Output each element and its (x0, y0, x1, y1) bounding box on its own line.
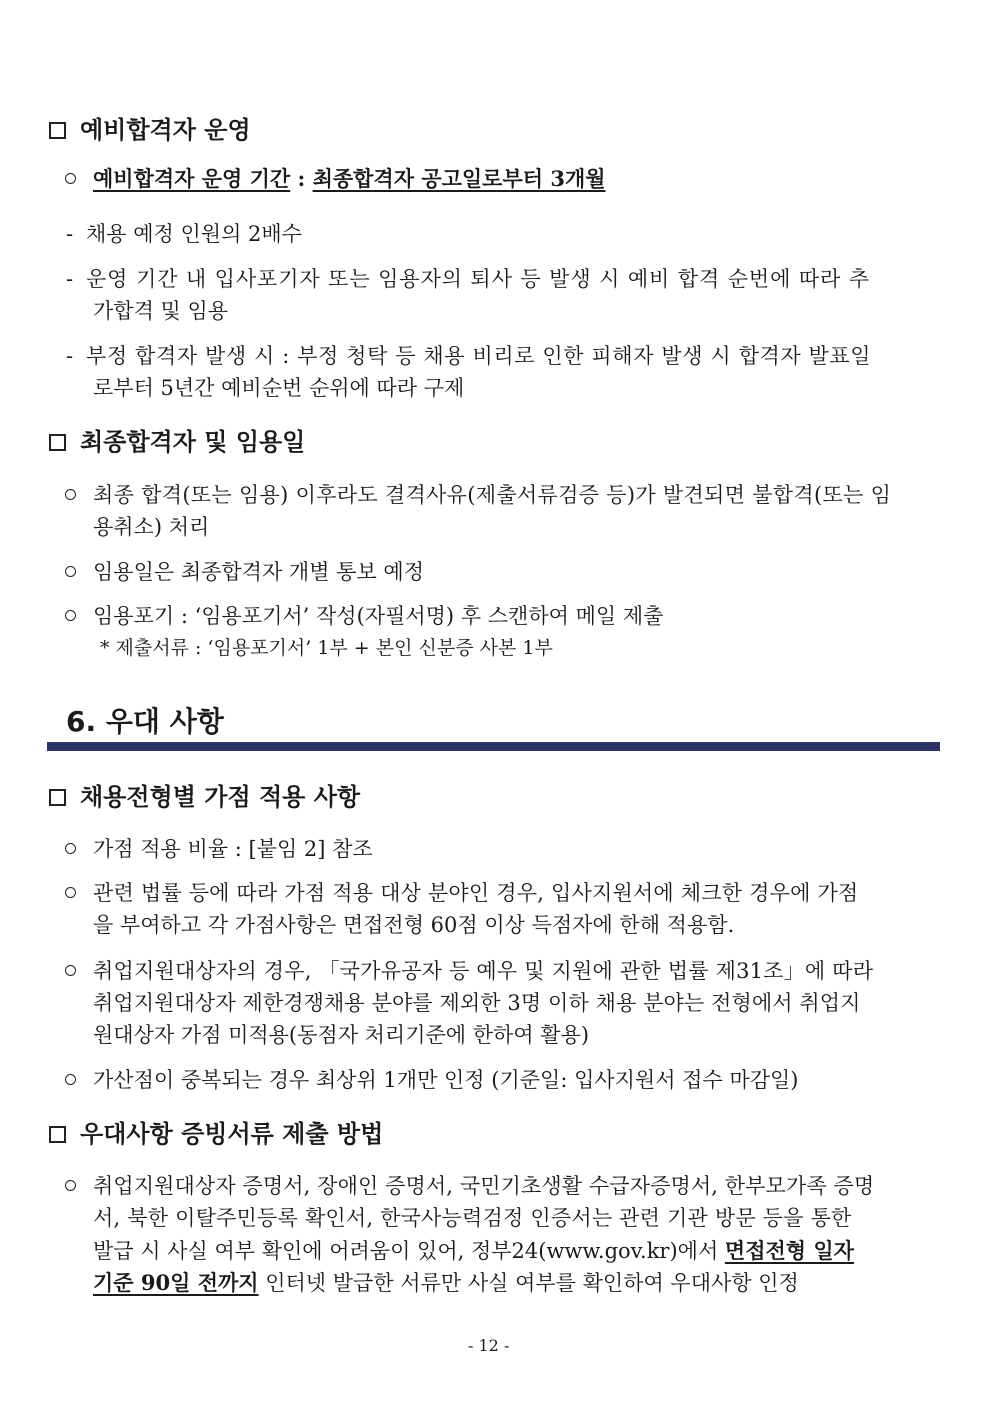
checkbox-square-icon (49, 122, 66, 139)
bullet-circle-icon (65, 566, 76, 577)
final-item-3-note: * 제출서류 : ‘임용포기서’ 1부 + 본인 신분증 사본 1부 (100, 637, 553, 659)
docs-item-1-cont-2: 발급 시 사실 여부 확인에 어려움이 있어, 정부24(www.gov.kr)에서 면접전형 일자 (93, 1238, 854, 1263)
checkbox-square-icon (49, 1126, 66, 1143)
bullet-circle-icon (65, 173, 76, 184)
final-item-3: 임용포기 : ‘임용포기서’ 작성(자필서명) 후 스캔하여 메일 제출 (65, 600, 663, 630)
docs-emphasis-2: 기준 90일 전까지 (93, 1270, 259, 1295)
final-item-1: 최종 합격(또는 임용) 이후라도 결격사유(제출서류검증 등)가 발견되면 불합격(또는 임 (65, 479, 891, 509)
bonus-item-2-cont: 을 부여하고 각 가점사항은 면접전형 60점 이상 득점자에 한해 적용함. (93, 913, 735, 937)
bullet-circle-icon (65, 843, 76, 854)
checkbox-square-icon (49, 434, 66, 451)
docs-item-1: 취업지원대상자 증명서, 장애인 증명서, 국민기초생활 수급자증명서, 한부모가족 증명 (65, 1170, 874, 1200)
bonus-item-2: 관련 법률 등에 따라 가점 적용 대상 분야인 경우, 입사지원서에 체크한 경우에 가점 (65, 877, 858, 907)
bullet-circle-icon (65, 489, 76, 500)
bonus-item-3-cont-1: 취업지원대상자 제한경쟁채용 분야를 제외한 3명 이하 채용 분야는 전형에서 취업지 (93, 991, 861, 1015)
bullet-circle-icon (65, 1074, 76, 1085)
bonus-item-3: 취업지원대상자의 경우, 「국가유공자 등 예우 및 지원에 관한 법률 제31조」에 따라 (65, 955, 873, 985)
reserve-item-2: - 운영 기간 내 입사포기자 또는 임용자의 퇴사 등 발생 시 예비 합격 순번에 따라 추 (66, 267, 871, 291)
docs-item-1-cont-3: 기준 90일 전까지 인터넷 발급한 서류만 사실 여부를 확인하여 우대사항 인정 (93, 1270, 799, 1295)
docs-emphasis-1: 면접전형 일자 (724, 1238, 854, 1263)
bullet-circle-icon (65, 610, 76, 621)
bonus-item-1: 가점 적용 비율 : [붙임 2] 참조 (65, 833, 373, 863)
reserve-period-line: 예비합격자 운영 기간 : 최종합격자 공고일로부터 3개월 (65, 163, 606, 193)
bullet-circle-icon (65, 1180, 76, 1191)
final-item-2: 임용일은 최종합격자 개별 통보 예정 (65, 556, 424, 586)
bullet-circle-icon (65, 887, 76, 898)
section-title-preference: 6. 우대 사항 (66, 705, 224, 738)
bonus-item-4: 가산점이 중복되는 경우 최상위 1개만 인정 (기준일: 입사지원서 접수 마감일) (65, 1064, 798, 1094)
section-divider (47, 742, 940, 751)
reserve-item-2-cont: 가합격 및 임용 (93, 299, 229, 323)
section-heading-reserve: 예비합격자 운영 (49, 110, 251, 145)
reserve-item-3: - 부정 합격자 발생 시 : 부정 청탁 등 채용 비리로 인한 피해자 발생 시 합격자 발표일 (66, 344, 872, 368)
page-number: - 12 - (468, 1336, 510, 1355)
reserve-period-label: 예비합격자 운영 기간 (93, 166, 291, 191)
bullet-circle-icon (65, 965, 76, 976)
reserve-period-value: 최종합격자 공고일로부터 3개월 (312, 166, 606, 191)
section-heading-final: 최종합격자 및 임용일 (49, 422, 305, 457)
bonus-item-3-cont-2: 원대상자 가점 미적용(동점자 처리기준에 한하여 활용) (93, 1023, 590, 1047)
checkbox-square-icon (49, 789, 66, 806)
docs-item-1-cont-1: 서, 북한 이탈주민등록 확인서, 한국사능력검정 인증서는 관련 기관 방문 등을 통한 (93, 1206, 852, 1230)
final-item-1-cont: 용취소) 처리 (93, 515, 210, 539)
section-heading-docs: 우대사항 증빙서류 제출 방법 (49, 1114, 383, 1149)
reserve-item-3-cont: 로부터 5년간 예비순번 순위에 따라 구제 (93, 376, 465, 400)
section-heading-bonus: 채용전형별 가점 적용 사항 (49, 777, 360, 812)
reserve-item-1: - 채용 예정 인원의 2배수 (66, 222, 302, 246)
